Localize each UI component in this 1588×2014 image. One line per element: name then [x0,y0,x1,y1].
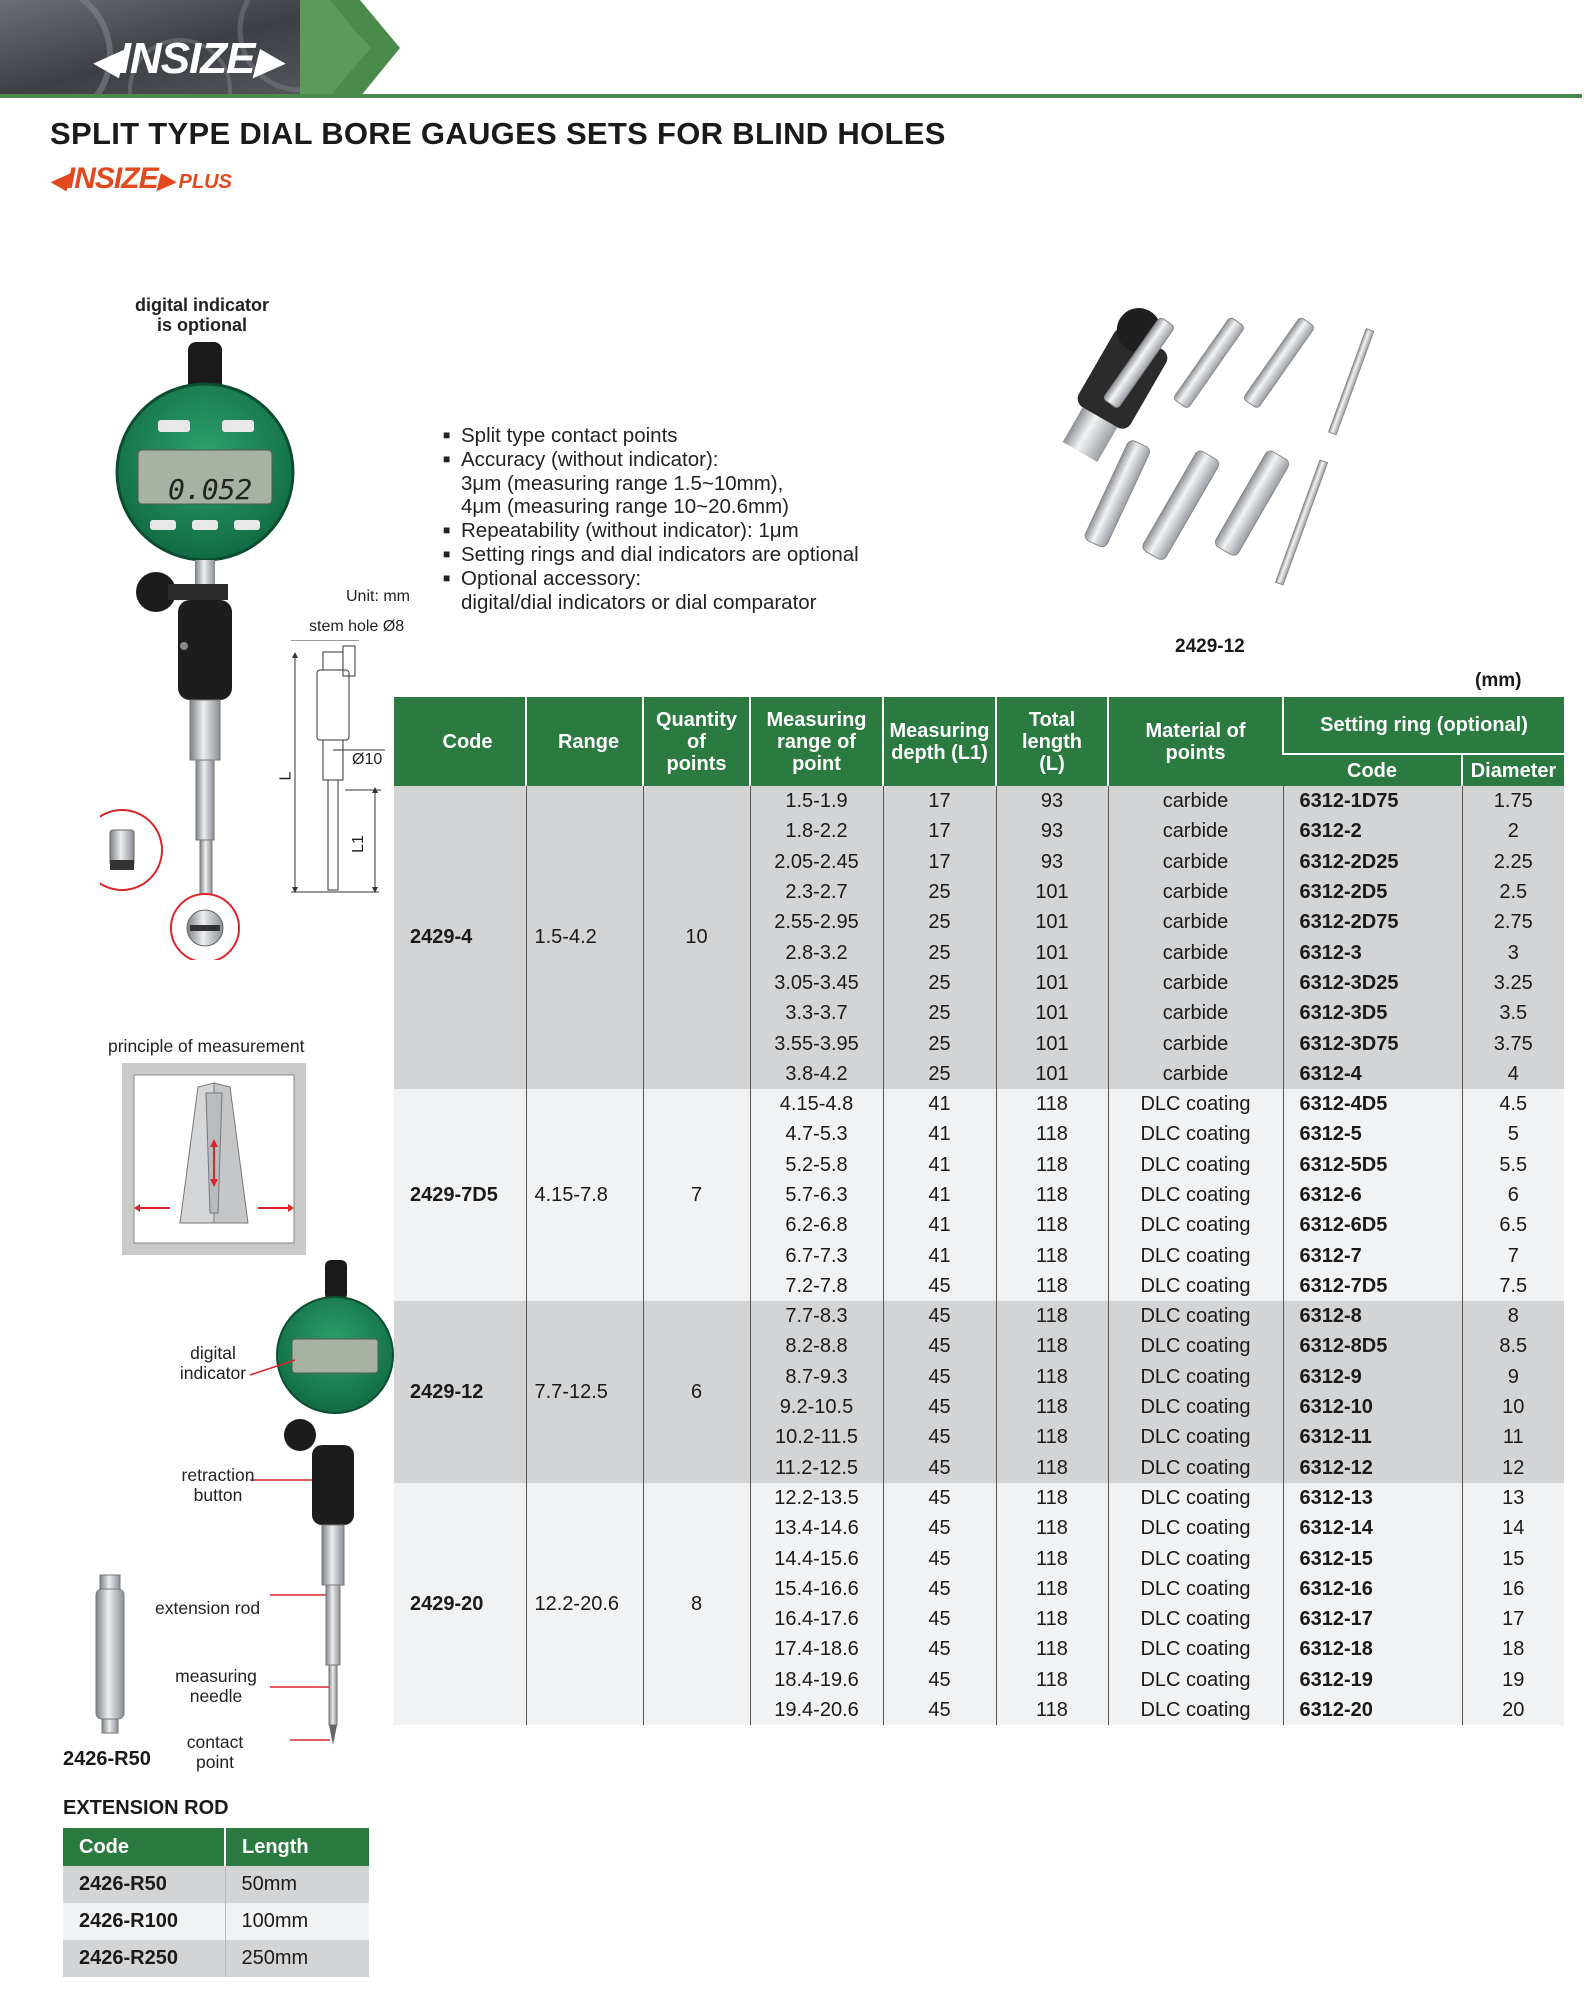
setting-ring-code-cell: 6312-20 [1283,1695,1462,1725]
feature-item: ■ Accuracy (without indicator): 3μm (measuring range 1.5~10mm), 4μm (measuring range 10~20.6mm) [443,447,789,519]
setting-ring-code-cell: 6312-8 [1283,1301,1462,1331]
total-length-cell: 118 [996,1301,1108,1331]
measuring-range-cell: 1.5-1.9 [750,786,883,816]
setting-ring-code-cell: 6312-3D75 [1283,1028,1462,1058]
measuring-depth-cell: 25 [883,937,996,967]
measuring-depth-cell: 17 [883,816,996,846]
total-length-cell: 118 [996,1453,1108,1483]
feature-list [443,424,963,614]
setting-ring-diameter-cell: 2.25 [1462,847,1564,877]
measuring-range-cell: 16.4-17.6 [750,1604,883,1634]
setting-ring-code-cell: 6312-6D5 [1283,1210,1462,1240]
extension-rod-label: extension rod [155,1598,261,1618]
retraction-button-label: retraction button [181,1465,255,1505]
group-code: 2429-4 [394,786,526,1089]
total-length-cell: 118 [996,1362,1108,1392]
total-length-cell: 118 [996,1665,1108,1695]
header-quantity: Quantity of points [643,697,750,786]
material-cell: carbide [1108,877,1283,907]
measuring-range-cell: 1.8-2.2 [750,816,883,846]
group-range: 1.5-4.2 [526,786,643,1089]
material-cell: carbide [1108,968,1283,998]
measuring-range-cell: 5.7-6.3 [750,1180,883,1210]
material-cell: DLC coating [1108,1543,1283,1573]
principle-diagram [122,1063,306,1255]
setting-ring-diameter-cell: 9 [1462,1362,1564,1392]
setting-ring-code-cell: 6312-19 [1283,1665,1462,1695]
material-cell: DLC coating [1108,1483,1283,1513]
total-length-cell: 118 [996,1483,1108,1513]
setting-ring-diameter-cell: 10 [1462,1392,1564,1422]
bullet-icon: ■ [443,451,451,466]
table-row [394,1301,1564,1331]
material-cell: DLC coating [1108,1513,1283,1543]
measuring-range-cell: 10.2-11.5 [750,1422,883,1452]
setting-ring-code-cell: 6312-14 [1283,1513,1462,1543]
measuring-depth-cell: 45 [883,1422,996,1452]
setting-ring-code-cell: 6312-4D5 [1283,1089,1462,1119]
measuring-depth-cell: 41 [883,1210,996,1240]
setting-ring-diameter-cell: 3 [1462,937,1564,967]
arrow-left-icon: ◀ [92,40,119,81]
material-cell: DLC coating [1108,1240,1283,1270]
stem-hole-label: stem hole Ø8 [309,618,405,635]
measuring-range-cell: 4.15-4.8 [750,1089,883,1119]
setting-ring-diameter-cell: 6 [1462,1180,1564,1210]
total-length-cell: 118 [996,1089,1108,1119]
measuring-range-cell: 2.55-2.95 [750,907,883,937]
dimension-l-label: L [277,771,295,781]
measuring-depth-cell: 45 [883,1453,996,1483]
ext-header-length: Length [225,1828,369,1866]
dimension-drawing [285,640,385,900]
setting-ring-diameter-cell: 12 [1462,1453,1564,1483]
diameter-label: Ø10 [352,751,383,768]
measuring-range-cell: 3.8-4.2 [750,1059,883,1089]
measuring-depth-cell: 45 [883,1543,996,1573]
setting-ring-code-cell: 6312-16 [1283,1574,1462,1604]
group-code: 2429-12 [394,1301,526,1483]
setting-ring-code-cell: 6312-5D5 [1283,1150,1462,1180]
bullet-icon: ■ [443,428,451,442]
header-code: Code [394,697,526,786]
lcd-reading: 0.052 [168,473,253,506]
measuring-needle-label: measuring needle [175,1666,257,1706]
total-length-cell: 118 [996,1240,1108,1270]
setting-ring-code-cell: 6312-6 [1283,1180,1462,1210]
setting-ring-diameter-cell: 2.75 [1462,907,1564,937]
measuring-depth-cell: 45 [883,1604,996,1634]
unit-mm-label: (mm) [1475,670,1522,691]
measuring-depth-cell: 41 [883,1240,996,1270]
header-material: Material of points [1108,697,1283,786]
total-length-cell: 101 [996,907,1108,937]
group-range: 7.7-12.5 [526,1301,643,1483]
material-cell: DLC coating [1108,1392,1283,1422]
total-length-cell: 93 [996,786,1108,816]
setting-ring-diameter-cell: 4 [1462,1059,1564,1089]
setting-ring-diameter-cell: 8 [1462,1301,1564,1331]
setting-ring-diameter-cell: 11 [1462,1422,1564,1452]
arrow-right-icon: ▶ [254,40,282,81]
setting-ring-diameter-cell: 2.5 [1462,877,1564,907]
total-length-cell: 93 [996,816,1108,846]
measuring-depth-cell: 45 [883,1513,996,1543]
setting-ring-code-cell: 6312-7D5 [1283,1271,1462,1301]
total-length-cell: 118 [996,1695,1108,1725]
material-cell: DLC coating [1108,1362,1283,1392]
measuring-range-cell: 2.3-2.7 [750,877,883,907]
measuring-depth-cell: 25 [883,1059,996,1089]
total-length-cell: 118 [996,1422,1108,1452]
insize-plus-logo: ◀INSIZE▶ PLUS [50,162,232,195]
measuring-range-cell: 19.4-20.6 [750,1695,883,1725]
total-length-cell: 101 [996,1028,1108,1058]
measuring-range-cell: 7.7-8.3 [750,1301,883,1331]
spec-table [394,697,1564,1725]
setting-ring-code-cell: 6312-1D75 [1283,786,1462,816]
header-total-length: Total length (L) [996,697,1108,786]
measuring-depth-cell: 45 [883,1301,996,1331]
material-cell: DLC coating [1108,1604,1283,1634]
setting-ring-code-cell: 6312-3D5 [1283,998,1462,1028]
measuring-depth-cell: 45 [883,1665,996,1695]
feature-item: ■ Setting rings and dial indicators are optional [443,542,859,566]
setting-ring-diameter-cell: 14 [1462,1513,1564,1543]
total-length-cell: 101 [996,1059,1108,1089]
ext-header-code: Code [63,1828,225,1866]
setting-ring-code-cell: 6312-12 [1283,1453,1462,1483]
table-row: 2426-R250 250mm [63,1940,369,1977]
setting-ring-code-cell: 6312-13 [1283,1483,1462,1513]
setting-ring-diameter-cell: 20 [1462,1695,1564,1725]
group-quantity: 10 [643,786,750,1089]
material-cell: carbide [1108,907,1283,937]
measuring-depth-cell: 41 [883,1150,996,1180]
setting-ring-code-cell: 6312-11 [1283,1422,1462,1452]
measuring-range-cell: 18.4-19.6 [750,1665,883,1695]
header-range: Range [526,697,643,786]
setting-ring-diameter-cell: 7.5 [1462,1271,1564,1301]
measuring-range-cell: 2.05-2.45 [750,847,883,877]
total-length-cell: 101 [996,968,1108,998]
digital-indicator-label: digital indicator [179,1343,247,1383]
total-length-cell: 118 [996,1513,1108,1543]
table-row [394,786,1564,816]
group-code: 2429-7D5 [394,1089,526,1301]
setting-ring-code-cell: 6312-3 [1283,937,1462,967]
measuring-range-cell: 13.4-14.6 [750,1513,883,1543]
total-length-cell: 93 [996,847,1108,877]
material-cell: carbide [1108,1028,1283,1058]
measuring-range-cell: 5.2-5.8 [750,1150,883,1180]
material-cell: DLC coating [1108,1180,1283,1210]
setting-ring-diameter-cell: 19 [1462,1665,1564,1695]
setting-ring-diameter-cell: 5.5 [1462,1150,1564,1180]
header-measuring-depth: Measuring depth (L1) [883,697,996,786]
measuring-depth-cell: 45 [883,1392,996,1422]
setting-ring-diameter-cell: 1.75 [1462,786,1564,816]
total-length-cell: 118 [996,1271,1108,1301]
feature-item: ■ Split type contact points [443,424,678,447]
measuring-range-cell: 6.2-6.8 [750,1210,883,1240]
page-title: SPLIT TYPE DIAL BORE GAUGES SETS FOR BLIND HOLES [50,116,946,151]
group-quantity: 8 [643,1483,750,1725]
material-cell: DLC coating [1108,1089,1283,1119]
measuring-range-cell: 6.7-7.3 [750,1240,883,1270]
setting-ring-diameter-cell: 4.5 [1462,1089,1564,1119]
measuring-range-cell: 2.8-3.2 [750,937,883,967]
measuring-range-cell: 9.2-10.5 [750,1392,883,1422]
bullet-icon: ■ [443,546,451,561]
measuring-depth-cell: 45 [883,1331,996,1361]
total-length-cell: 118 [996,1210,1108,1240]
product-set-image [1030,300,1410,600]
header-setting-diameter: Diameter [1462,754,1564,786]
measuring-depth-cell: 25 [883,998,996,1028]
arrow-right-icon: ▶ [157,168,175,193]
setting-ring-diameter-cell: 3.25 [1462,968,1564,998]
material-cell: DLC coating [1108,1150,1283,1180]
setting-ring-diameter-cell: 6.5 [1462,1210,1564,1240]
total-length-cell: 101 [996,937,1108,967]
material-cell: DLC coating [1108,1331,1283,1361]
group-range: 12.2-20.6 [526,1483,643,1725]
measuring-depth-cell: 25 [883,907,996,937]
setting-ring-diameter-cell: 2 [1462,816,1564,846]
measuring-range-cell: 12.2-13.5 [750,1483,883,1513]
measuring-depth-cell: 45 [883,1483,996,1513]
contact-point-label: contact point [186,1732,244,1772]
setting-ring-code-cell: 6312-9 [1283,1362,1462,1392]
setting-ring-diameter-cell: 8.5 [1462,1331,1564,1361]
material-cell: DLC coating [1108,1119,1283,1149]
setting-ring-diameter-cell: 15 [1462,1543,1564,1573]
material-cell: DLC coating [1108,1665,1283,1695]
setting-ring-diameter-cell: 3.5 [1462,998,1564,1028]
group-quantity: 7 [643,1089,750,1301]
measuring-range-cell: 7.2-7.8 [750,1271,883,1301]
setting-ring-code-cell: 6312-3D25 [1283,968,1462,998]
arrow-left-icon: ◀ [50,168,67,193]
setting-ring-code-cell: 6312-2D25 [1283,847,1462,877]
feature-item: ■ Repeatability (without indicator): 1μm [443,519,799,543]
setting-ring-code-cell: 6312-8D5 [1283,1331,1462,1361]
measuring-depth-cell: 25 [883,877,996,907]
total-length-cell: 101 [996,998,1108,1028]
setting-ring-diameter-cell: 5 [1462,1119,1564,1149]
total-length-cell: 118 [996,1392,1108,1422]
setting-ring-code-cell: 6312-2D75 [1283,907,1462,937]
setting-ring-diameter-cell: 16 [1462,1574,1564,1604]
group-code: 2429-20 [394,1483,526,1725]
setting-ring-diameter-cell: 18 [1462,1634,1564,1664]
group-quantity: 6 [643,1301,750,1483]
table-row: 2426-R50 50mm [63,1866,369,1903]
setting-ring-code-cell: 6312-2 [1283,816,1462,846]
measuring-range-cell: 4.7-5.3 [750,1119,883,1149]
total-length-cell: 118 [996,1150,1108,1180]
measuring-depth-cell: 17 [883,847,996,877]
setting-ring-code-cell: 6312-7 [1283,1240,1462,1270]
header-measuring-range: Measuring range of point [750,697,883,786]
measuring-depth-cell: 25 [883,1028,996,1058]
material-cell: DLC coating [1108,1422,1283,1452]
measuring-depth-cell: 45 [883,1695,996,1725]
material-cell: carbide [1108,1059,1283,1089]
measuring-depth-cell: 41 [883,1089,996,1119]
measuring-depth-cell: 45 [883,1271,996,1301]
material-cell: DLC coating [1108,1210,1283,1240]
measuring-depth-cell: 17 [883,786,996,816]
measuring-depth-cell: 25 [883,968,996,998]
total-length-cell: 118 [996,1574,1108,1604]
measuring-range-cell: 17.4-18.6 [750,1634,883,1664]
setting-ring-code-cell: 6312-4 [1283,1059,1462,1089]
setting-ring-code-cell: 6312-15 [1283,1543,1462,1573]
material-cell: DLC coating [1108,1574,1283,1604]
total-length-cell: 118 [996,1543,1108,1573]
measuring-depth-cell: 41 [883,1180,996,1210]
bullet-icon: ■ [443,570,451,585]
measuring-range-cell: 15.4-16.6 [750,1574,883,1604]
setting-ring-code-cell: 6312-10 [1283,1392,1462,1422]
total-length-cell: 118 [996,1604,1108,1634]
measuring-range-cell: 11.2-12.5 [750,1453,883,1483]
header-setting-ring: Setting ring (optional) [1283,697,1564,754]
material-cell: DLC coating [1108,1695,1283,1725]
extension-rod-title: EXTENSION ROD [63,1797,229,1819]
material-cell: DLC coating [1108,1301,1283,1331]
setting-ring-diameter-cell: 3.75 [1462,1028,1564,1058]
measuring-range-cell: 8.2-8.8 [750,1331,883,1361]
table-row: 2426-R100 100mm [63,1903,369,1940]
total-length-cell: 118 [996,1634,1108,1664]
brand-logo: ◀INSIZE▶ [92,34,282,83]
principle-caption: principle of measurement [108,1036,305,1056]
total-length-cell: 118 [996,1331,1108,1361]
dimension-l1-label: L1 [349,835,367,853]
material-cell: carbide [1108,937,1283,967]
material-cell: DLC coating [1108,1271,1283,1301]
setting-ring-diameter-cell: 17 [1462,1604,1564,1634]
material-cell: carbide [1108,998,1283,1028]
total-length-cell: 101 [996,877,1108,907]
setting-ring-code-cell: 6312-5 [1283,1119,1462,1149]
feature-item: ■ Optional accessory: digital/dial indicators or dial comparator [443,566,817,614]
header-setting-code: Code [1283,754,1462,786]
material-cell: carbide [1108,816,1283,846]
rod-code-label: 2426-R50 [63,1748,151,1770]
measuring-depth-cell: 45 [883,1634,996,1664]
measuring-depth-cell: 45 [883,1574,996,1604]
group-range: 4.15-7.8 [526,1089,643,1301]
product-code-label: 2429-12 [1175,636,1245,657]
setting-ring-code-cell: 6312-17 [1283,1604,1462,1634]
material-cell: DLC coating [1108,1453,1283,1483]
header-rule [0,94,1582,98]
bullet-icon: ■ [443,523,451,538]
material-cell: carbide [1108,786,1283,816]
setting-ring-diameter-cell: 13 [1462,1483,1564,1513]
extension-rod-table [63,1828,369,1977]
measuring-range-cell: 3.55-3.95 [750,1028,883,1058]
digital-optional-caption: digital indicator is optional [134,295,269,335]
measuring-depth-cell: 41 [883,1119,996,1149]
unit-label: Unit: mm [346,588,410,605]
table-row [394,1483,1564,1513]
material-cell: carbide [1108,847,1283,877]
setting-ring-code-cell: 6312-18 [1283,1634,1462,1664]
measuring-depth-cell: 45 [883,1362,996,1392]
measuring-range-cell: 3.3-3.7 [750,998,883,1028]
setting-ring-diameter-cell: 7 [1462,1240,1564,1270]
total-length-cell: 118 [996,1119,1108,1149]
setting-ring-code-cell: 6312-2D5 [1283,877,1462,907]
material-cell: DLC coating [1108,1634,1283,1664]
measuring-range-cell: 8.7-9.3 [750,1362,883,1392]
measuring-range-cell: 14.4-15.6 [750,1543,883,1573]
measuring-range-cell: 3.05-3.45 [750,968,883,998]
table-row [394,1089,1564,1119]
total-length-cell: 118 [996,1180,1108,1210]
